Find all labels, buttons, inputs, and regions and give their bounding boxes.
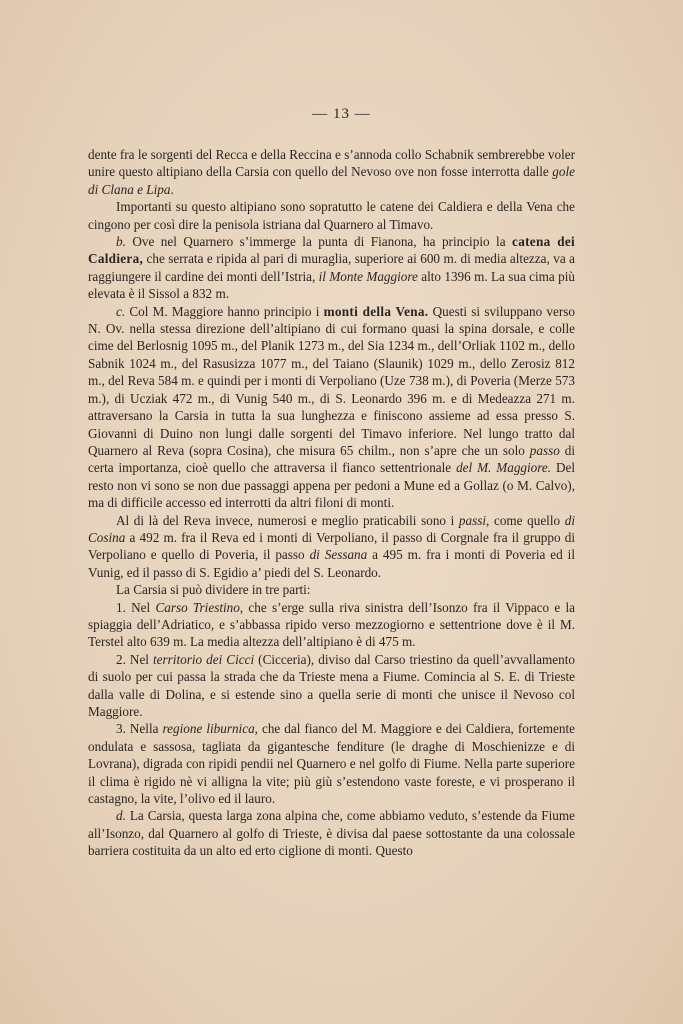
italic-text: b.: [116, 234, 126, 250]
italic-text: gole di Clana e Lipa: [88, 164, 575, 197]
italic-text: di Sessana: [309, 547, 368, 563]
text-run: , come quello: [486, 512, 565, 528]
text-run: , che dal fianco del M. Maggiore e dei Caldiera, fortemente ondulata e sassosa, tagliata da gigantesche fenditure (le draghe di Moschienizze e di Lovrana), digrada con ripidi pendii nel Quarnero e nel golfo di Fiume. Nella parte superiore il clima è rigido nè vi alligna la vite; più giù s’estendono vaste foreste, e vi prosperano il castagno, la vite, l’olivo ed il lauro.: [88, 721, 575, 807]
text-run: La Carsia, questa larga zona alpina che, come abbiamo veduto, s’estende da Fiume all’Isonzo, dal Quarnero al golfo di Trieste, è divisa dal paese sottostante da una colossale barriera costituita da un alto ed erto ciglione di monti. Questo: [88, 808, 575, 859]
italic-text: territorio dei Cicci: [153, 651, 255, 667]
italic-text: il Monte Maggiore: [318, 268, 418, 284]
italic-text: Carso Triestino: [155, 599, 240, 615]
italic-text: passi: [458, 512, 487, 528]
text-run: che serrata e ripida al pari di muraglia, superiore ai 600 m. di media altezza, va a raggiungere il cardine dei monti dell’Istria,: [88, 251, 575, 284]
paragraph: [88, 599, 575, 651]
text-run: a 492 m. fra il Reva ed i monti di Verpoliano, il passo di Corgnale fra il gruppo di Verpoliano e quello di Poveria, il passo: [88, 529, 575, 563]
bold-text: monti della Vena.: [323, 303, 429, 319]
text-run: a 495 m. fra i monti di Poveria ed il Vunig, ed il passo di S. Egidio a’ piedi del S. Leonardo.: [88, 547, 575, 580]
paragraph: [88, 233, 575, 303]
paragraph: [88, 512, 575, 582]
text-run: Col M. Maggiore hanno principio i: [125, 303, 324, 319]
text-run: La Carsia si può dividere in tre parti:: [116, 582, 311, 598]
body-text: [88, 146, 575, 860]
paragraph: [88, 198, 575, 233]
text-run: Al di là del Reva invece, numerosi e meglio praticabili sono i: [116, 512, 459, 528]
italic-text: c.: [116, 303, 126, 319]
text-run: 1. Nel: [116, 599, 156, 615]
paragraph: [88, 651, 575, 721]
text-run: 3. Nella: [116, 721, 163, 737]
italic-text: di Cosina: [88, 512, 575, 545]
text-run: alto 1396 m. La sua cima più elevata è il Sissol a 832 m.: [88, 268, 575, 302]
paragraph: [88, 807, 575, 859]
text-run: Importanti su questo altipiano sono sopratutto le catene dei Caldiera e della Vena che cingono per così dire la penisola istriana dal Quarnero al Timavo.: [88, 199, 575, 232]
italic-text: del M. Maggiore.: [456, 460, 552, 476]
text-run: Del resto non vi sono se non due passaggi appena per pedoni a Mune ed a Gollaz (o M. Calvo), ma di difficile accesso ed interrotti da altri filoni di monti.: [88, 460, 575, 511]
text-run: di certa importanza, cioè quello che attraversa il fianco settentrionale: [88, 442, 575, 476]
paragraph: [88, 581, 575, 598]
bold-text: catena dei Caldiera,: [88, 234, 575, 267]
text-run: 2. Nel: [116, 651, 154, 667]
text-run: Ove nel Quarnero s’immerge la punta di Fianona, ha principio la: [125, 234, 513, 250]
italic-text: passo: [529, 442, 560, 458]
text-run: Questi si sviluppano verso N. Ov. nella stessa direzione dell’altipiano di cui formano quasi la spina dorsale, e colle cime del Berlosnig 1095 m., del Planik 1273 m., del Sia 1234 m., dell’Orliak 1102 m., dello Sabnik 1024 m., del Rasusizza 1077 m., del Taiano (Slaunik) 1029 m., dello Zerosiz 812 m., del Reva 584 m. e quindi per i monti di Verpoliano (Uze 738 m.), di Poveria (Merze 573 m.), di Ucziak 472 m., di Vunig 540 m., di S. Leonardo 396 m. e di Medeazza 271 m. attraversano la Carsia in tutta la sua lunghezza e finiscono assieme ad essa presso S. Giovanni di Duino non lungi dalle sorgenti del Timavo inferiore. Nel lungo tratto dal Quarnero al Reva (sopra Cosina), che misura 65 chilm., non s’apre che un solo: [88, 303, 575, 458]
paragraph: [88, 720, 575, 807]
page-number: — 13 —: [312, 106, 371, 122]
text-run: dente fra le sorgenti del Recca e della Reccina e s’annoda collo Schabnik sembrerebbe voler unire questo altipiano della Carsia con quello del Nevoso ove non fosse interrotta dalle: [88, 147, 575, 180]
italic-text: d.: [116, 808, 126, 824]
text-run: , che s’erge sulla riva sinistra dell’Isonzo fra il Vippaco e la spiaggia dell’Adriatico, e s’abbassa ripido verso mezzogiorno e settentrione dove è il M. Terstel alto 639 m. La media altezza dell’altipiano è di 475 m.: [88, 599, 575, 650]
paragraph: [88, 146, 575, 198]
italic-text: regione liburnica: [162, 721, 255, 737]
text-run: .: [170, 181, 174, 197]
paragraph: [88, 303, 575, 512]
text-run: (Cicceria), diviso dal Carso triestino da quell’avvallamento di suolo per cui passa la strada che da Trieste mena a Fiume. Comincia al S. E. di Trieste dalla valle di Dolina, e si estende sino a quella serie di monti che unisce il Nevoso col Maggiore.: [88, 651, 576, 719]
